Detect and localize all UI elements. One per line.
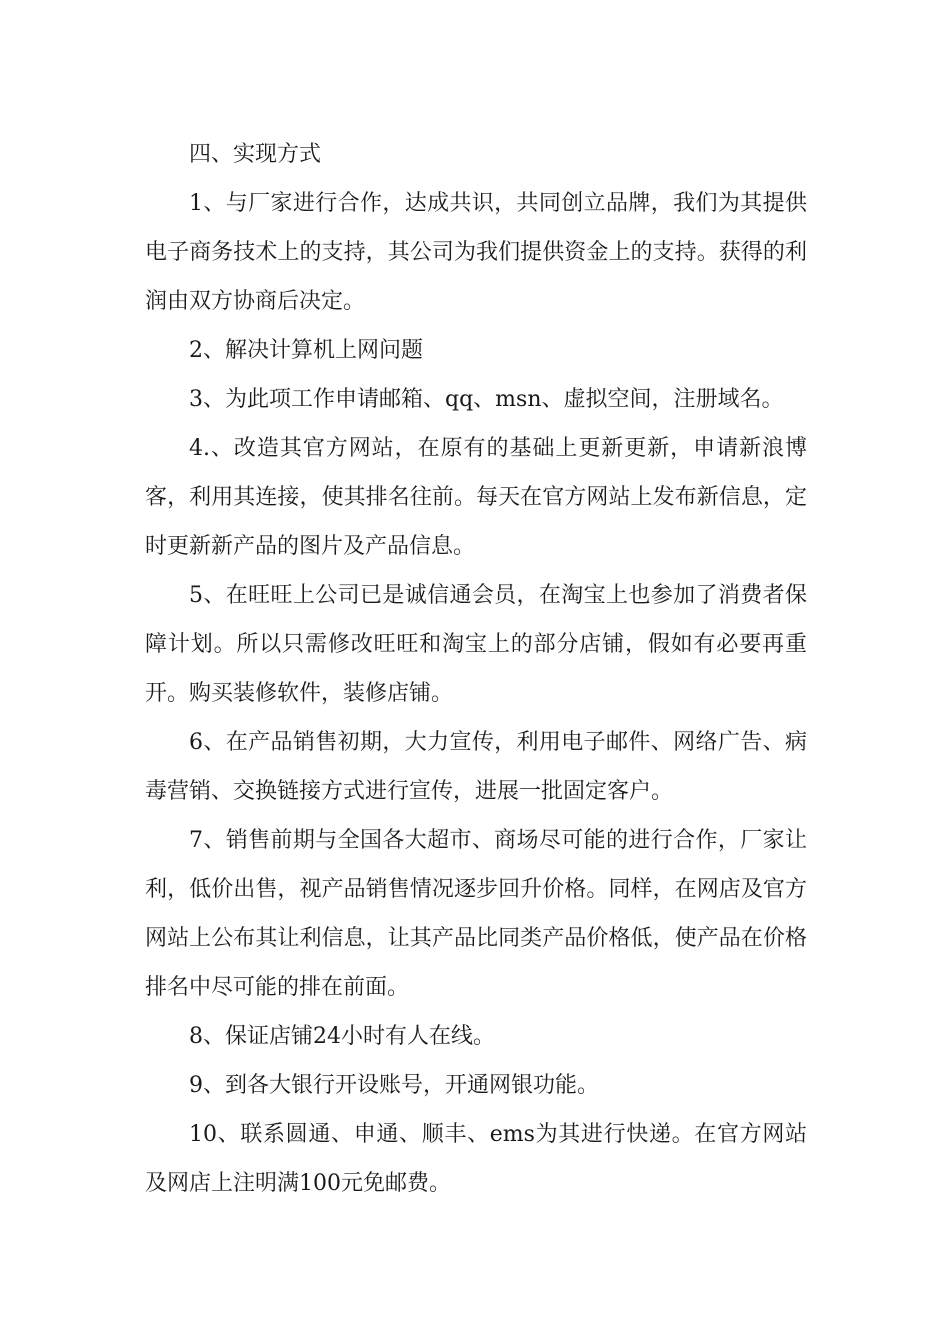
document-body [145,130,807,1208]
paragraph-2: 2、解决计算机上网问题 [189,338,423,363]
paragraph-8: 8、保证店铺24小时有人在线。 [189,1024,495,1049]
paragraph-5: 5、在旺旺上公司已是诚信通会员，在淘宝上也参加了消费者保障计划。所以只需修改旺旺和淘宝上的部分店铺，假如有必要再重开。购买装修软件，装修店铺。 [145,583,807,706]
paragraph-7: 7、销售前期与全国各大超市、商场尽可能的进行合作，厂家让利，低价出售，视产品销售情况逐步回升价格。同样，在网店及官方网站上公布其让利信息，让其产品比同类产品价格低，使产品在价格排名中尽可能的排在前面。 [145,828,807,1000]
paragraph-6: 6、在产品销售初期，大力宣传，利用电子邮件、网络广告、病毒营销、交换链接方式进行宣传，进展一批固定客户。 [145,730,807,804]
paragraph-9: 9、到各大银行开设账号，开通网银功能。 [189,1073,599,1098]
section-heading: 四、实现方式 [189,142,322,167]
paragraph-3: 3、为此项工作申请邮箱、qq、msn、虚拟空间，注册域名。 [189,387,784,412]
paragraph-4: 4.、改造其官方网站，在原有的基础上更新更新，申请新浪博客，利用其连接，使其排名往前。每天在官方网站上发布新信息，定时更新新产品的图片及产品信息。 [145,436,807,559]
paragraph-10: 10、联系圆通、申通、顺丰、ems为其进行快递。在官方网站及网店上注明满100元免邮费。 [145,1122,807,1196]
paragraph-1: 1、与厂家进行合作，达成共识，共同创立品牌，我们为其提供电子商务技术上的支持，其公司为我们提供资金上的支持。获得的利润由双方协商后决定。 [145,191,807,314]
